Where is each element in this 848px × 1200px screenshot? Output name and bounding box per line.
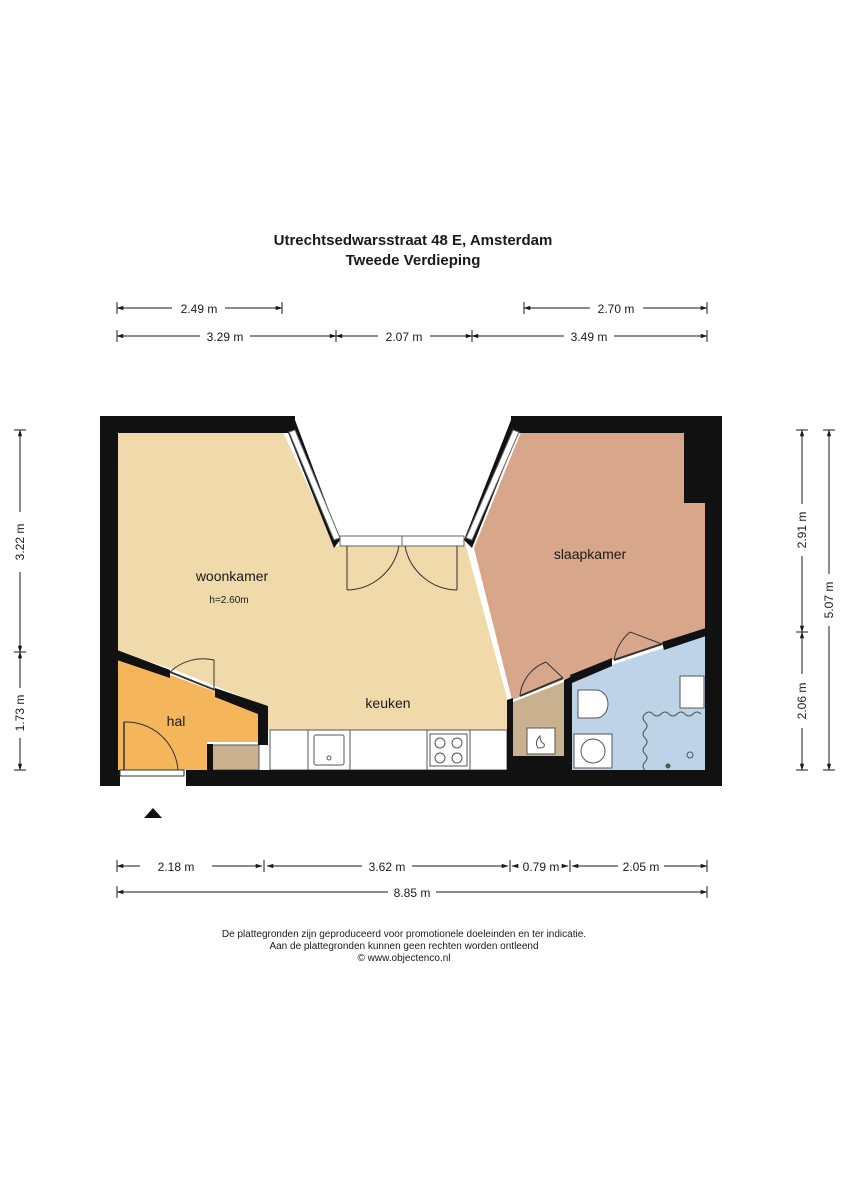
dim-bottom-2-18: 2.18 m (157, 860, 195, 874)
entrance-marker (144, 808, 162, 818)
dim-left-1-73: 1.73 m (13, 694, 27, 732)
address-title: Utrechtsedwarsstraat 48 E, Amsterdam (273, 232, 553, 249)
ceiling-height-label: h=2.60m (209, 595, 249, 606)
room-label-keuken: keuken (365, 695, 411, 711)
floor-title: Tweede Verdieping (345, 252, 481, 269)
dim-bottom-0-79: 0.79 m (522, 860, 560, 874)
room-label-hal: hal (166, 713, 186, 729)
dim-bottom-8-85: 8.85 m (393, 886, 431, 900)
hal-cabinet (212, 745, 259, 770)
room-label-woonkamer: woonkamer (195, 568, 269, 584)
disclaimer-line-1: De plattegronden zijn geproduceerd voor promotionele doeleinden en ter indicatie. (221, 929, 587, 940)
dim-bottom-2-05: 2.05 m (622, 860, 660, 874)
dim-right-2-91: 2.91 m (795, 511, 809, 549)
dim-top-3-49: 3.49 m (570, 330, 608, 344)
room-label-slaapkamer: slaapkamer (553, 546, 627, 562)
keuken-counter (270, 730, 507, 770)
dim-right-5-07: 5.07 m (822, 581, 836, 619)
dim-bottom-3-62: 3.62 m (368, 860, 406, 874)
heater-unit (527, 728, 555, 754)
dim-left-3-22: 3.22 m (13, 523, 27, 561)
dim-top-2-49: 2.49 m (180, 302, 218, 316)
copyright-line: © www.objectenco.nl (357, 953, 451, 964)
dim-top-2-70: 2.70 m (597, 302, 635, 316)
disclaimer-line-2: Aan de plattegronden kunnen geen rechten worden ontleend (269, 941, 539, 952)
dim-right-2-06: 2.06 m (795, 682, 809, 720)
dim-top-3-29: 3.29 m (206, 330, 244, 344)
dim-top-2-07: 2.07 m (385, 330, 423, 344)
